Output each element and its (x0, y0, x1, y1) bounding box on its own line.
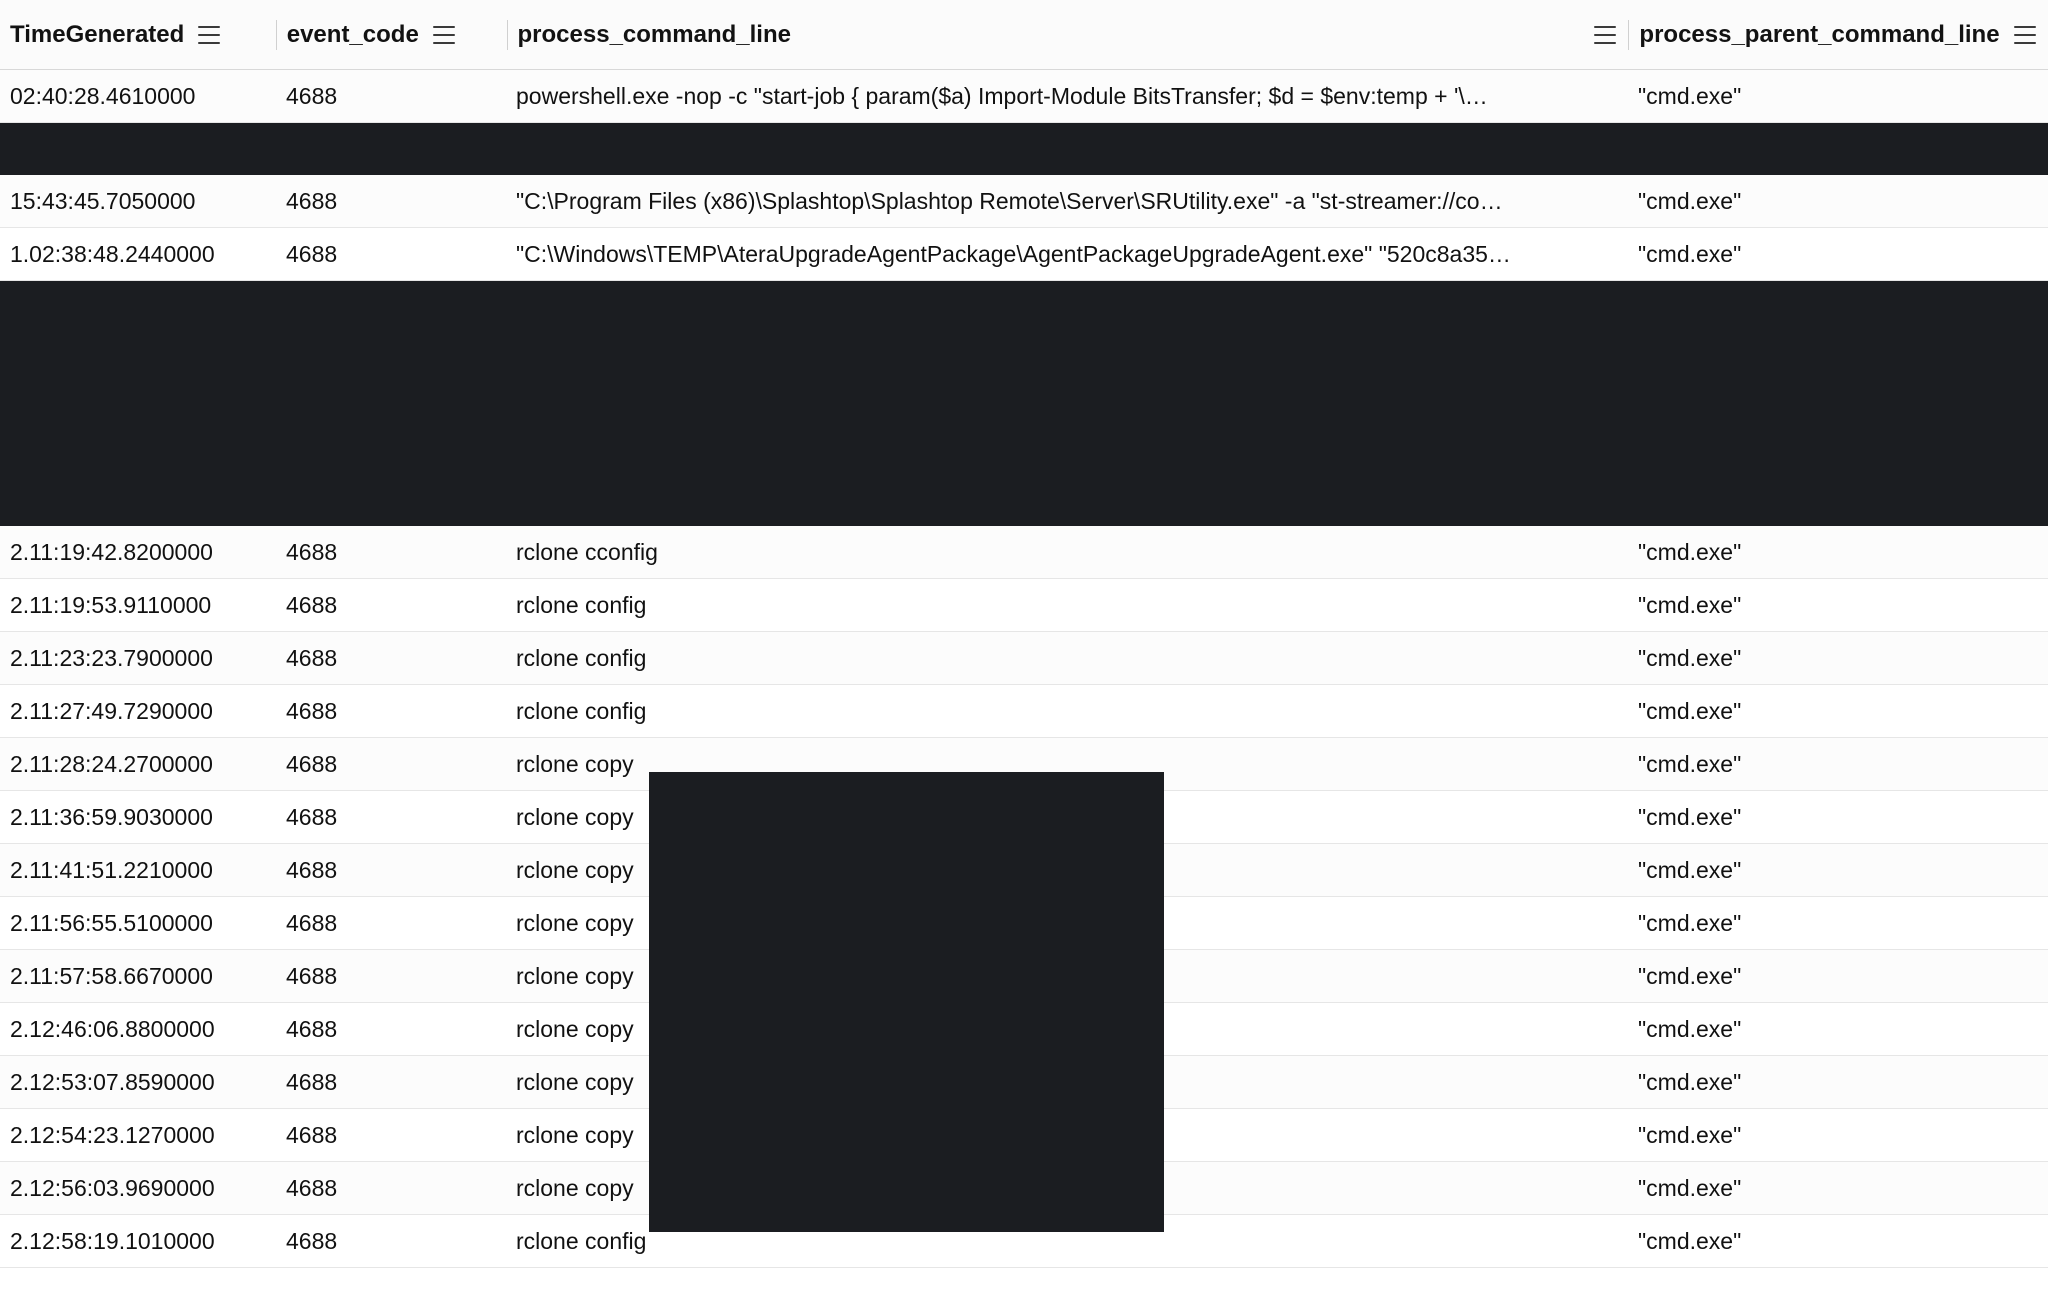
cell-event-code: 4688 (286, 1227, 338, 1254)
cell-process-command-line: rclone config (516, 1228, 647, 1254)
column-header-process-command-line[interactable] (508, 0, 1629, 69)
column-header-process-parent-command-line[interactable] (1629, 0, 2048, 69)
cell-event-code: 4688 (286, 82, 338, 109)
cell-event-code: 4688 (286, 962, 338, 989)
cell-process-parent-command-line: "cmd.exe" (1638, 803, 1742, 830)
cell-process-parent-command-line: "cmd.exe" (1638, 1227, 1742, 1254)
cell-event-code: 4688 (286, 1015, 338, 1042)
cell-event-code: 4688 (286, 538, 338, 565)
cell-process-parent-command-line: "cmd.exe" (1638, 591, 1742, 618)
cell-process-parent-command-line: "cmd.exe" (1638, 82, 1742, 109)
cell-timegenerated: 1.02:38:48.2440000 (10, 240, 215, 267)
table-header-row (0, 0, 2048, 70)
redacted-band (0, 123, 2048, 175)
column-header-label: event_code (286, 20, 419, 48)
cell-event-code: 4688 (286, 187, 338, 214)
table-row[interactable] (0, 579, 2048, 632)
column-header-timegenerated[interactable] (0, 0, 276, 69)
cell-event-code: 4688 (286, 697, 338, 724)
cell-timegenerated: 2.11:41:51.2210000 (10, 856, 213, 883)
cell-event-code: 4688 (286, 240, 338, 267)
cell-process-command-line: rclone copy (516, 804, 634, 830)
hamburger-menu-icon[interactable] (2014, 26, 2036, 44)
cell-process-parent-command-line: "cmd.exe" (1638, 644, 1742, 671)
cell-timegenerated: 2.11:23:23.7900000 (10, 644, 213, 671)
cell-process-parent-command-line: "cmd.exe" (1638, 962, 1742, 989)
cell-event-code: 4688 (286, 1174, 338, 1201)
column-header-label: process_command_line (517, 20, 791, 48)
cell-process-command-line: rclone config (516, 592, 647, 618)
cell-process-command-line: rclone copy (516, 1175, 634, 1201)
cell-process-command-line: rclone copy (516, 1016, 634, 1042)
column-header-label: TimeGenerated (10, 20, 185, 48)
cell-process-parent-command-line: "cmd.exe" (1638, 187, 1742, 214)
cell-event-code: 4688 (286, 644, 338, 671)
cell-timegenerated: 2.11:57:58.6670000 (10, 962, 213, 989)
cell-timegenerated: 02:40:28.4610000 (10, 82, 196, 109)
cell-process-parent-command-line: "cmd.exe" (1638, 750, 1742, 777)
cell-process-parent-command-line: "cmd.exe" (1638, 856, 1742, 883)
cell-event-code: 4688 (286, 803, 338, 830)
cell-event-code: 4688 (286, 750, 338, 777)
cell-process-command-line: "C:\Program Files (x86)\Splashtop\Splashtop Remote\Server\SRUtility.exe" -a "st-streamer://co… (516, 188, 1503, 214)
cell-process-parent-command-line: "cmd.exe" (1638, 909, 1742, 936)
cell-timegenerated: 2.11:36:59.9030000 (10, 803, 213, 830)
hamburger-menu-icon[interactable] (1594, 26, 1616, 44)
cell-process-command-line: rclone cconfig (516, 539, 658, 565)
cell-timegenerated: 2.11:27:49.7290000 (10, 697, 213, 724)
table-row[interactable] (0, 228, 2048, 281)
redacted-overlay (649, 772, 1164, 1232)
table-row[interactable] (0, 175, 2048, 228)
hamburger-menu-icon[interactable] (433, 26, 455, 44)
cell-process-command-line: rclone copy (516, 1069, 634, 1095)
cell-process-command-line: "C:\Windows\TEMP\AteraUpgradeAgentPackage\AgentPackageUpgradeAgent.exe" "520c8a35… (516, 241, 1511, 267)
cell-process-parent-command-line: "cmd.exe" (1638, 538, 1742, 565)
cell-process-command-line: rclone config (516, 645, 647, 671)
cell-timegenerated: 2.12:58:19.1010000 (10, 1227, 215, 1254)
cell-timegenerated: 2.11:19:53.9110000 (10, 591, 212, 618)
cell-process-parent-command-line: "cmd.exe" (1638, 1174, 1742, 1201)
cell-process-command-line: powershell.exe -nop -c "start-job { param($a) Import-Module BitsTransfer; $d = $env:temp + '\… (516, 83, 1488, 109)
cell-timegenerated: 2.11:28:24.2700000 (10, 750, 213, 777)
column-header-event-code[interactable] (277, 0, 507, 69)
cell-process-parent-command-line: "cmd.exe" (1638, 1121, 1742, 1148)
table-row[interactable] (0, 526, 2048, 579)
cell-process-parent-command-line: "cmd.exe" (1638, 697, 1742, 724)
cell-timegenerated: 2.12:54:23.1270000 (10, 1121, 215, 1148)
cell-process-command-line: rclone config (516, 698, 647, 724)
cell-event-code: 4688 (286, 1121, 338, 1148)
column-header-label: process_parent_command_line (1639, 20, 2000, 48)
cell-process-command-line: rclone copy (516, 751, 634, 777)
cell-timegenerated: 2.11:56:55.5100000 (10, 909, 213, 936)
cell-process-parent-command-line: "cmd.exe" (1638, 240, 1742, 267)
hamburger-menu-icon[interactable] (198, 26, 220, 44)
cell-timegenerated: 2.12:56:03.9690000 (10, 1174, 215, 1201)
cell-process-parent-command-line: "cmd.exe" (1638, 1068, 1742, 1095)
cell-timegenerated: 2.12:53:07.8590000 (10, 1068, 215, 1095)
cell-timegenerated: 2.11:19:42.8200000 (10, 538, 213, 565)
cell-process-command-line: rclone copy (516, 1122, 634, 1148)
cell-process-parent-command-line: "cmd.exe" (1638, 1015, 1742, 1042)
cell-process-command-line: rclone copy (516, 963, 634, 989)
cell-event-code: 4688 (286, 909, 338, 936)
cell-timegenerated: 2.12:46:06.8800000 (10, 1015, 215, 1042)
cell-process-command-line: rclone copy (516, 857, 634, 883)
cell-process-command-line: rclone copy (516, 910, 634, 936)
cell-event-code: 4688 (286, 856, 338, 883)
table-row[interactable] (0, 685, 2048, 738)
cell-event-code: 4688 (286, 1068, 338, 1095)
cell-event-code: 4688 (286, 591, 338, 618)
redacted-band (0, 281, 2048, 526)
table-row[interactable] (0, 632, 2048, 685)
cell-timegenerated: 15:43:45.7050000 (10, 187, 196, 214)
table-row[interactable] (0, 70, 2048, 123)
